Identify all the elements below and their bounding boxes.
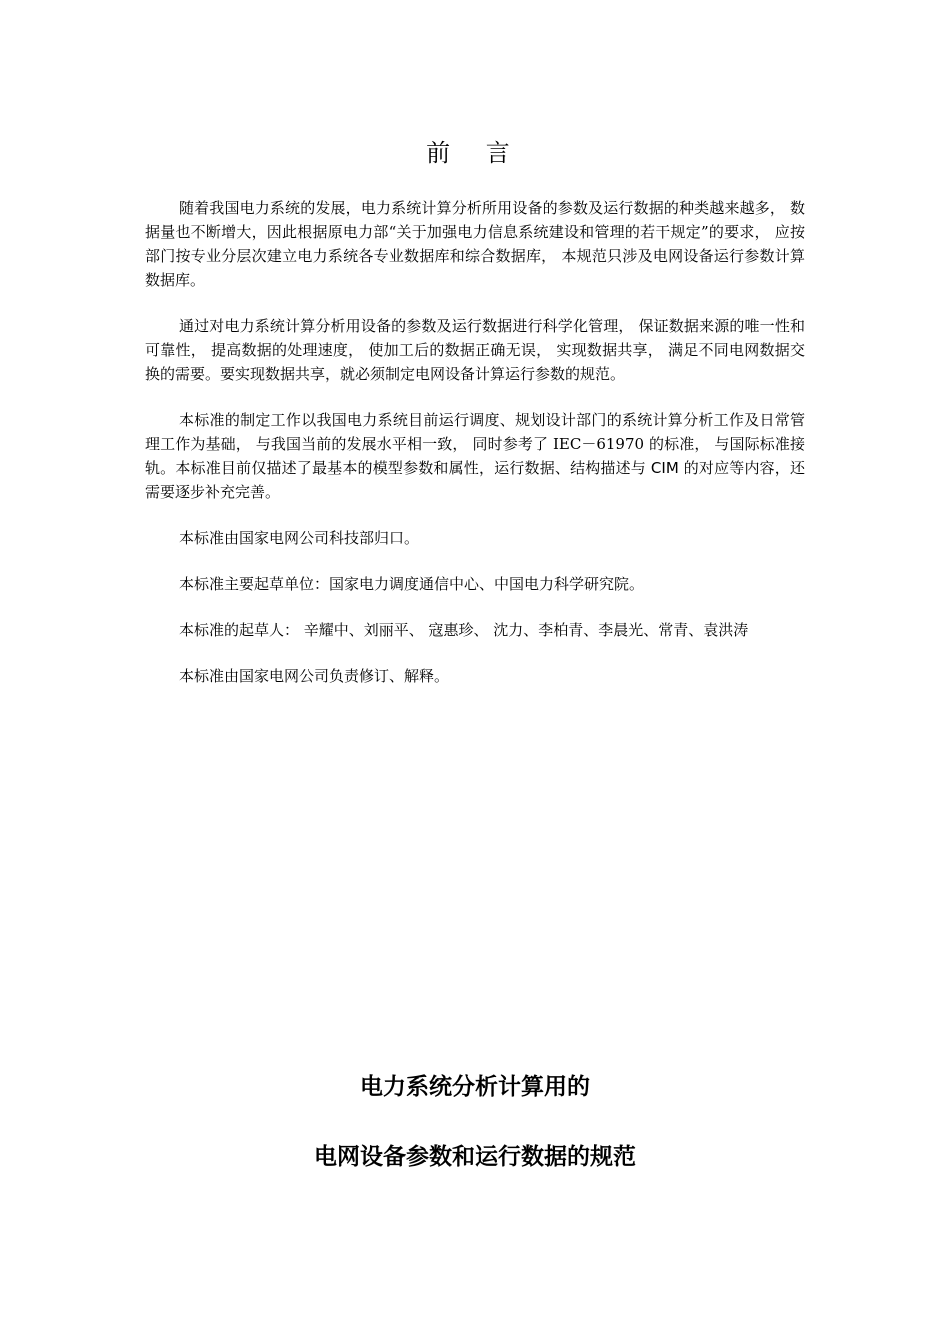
- standard-title-line-2: 电网设备参数和运行数据的规范: [314, 1144, 636, 1170]
- paragraph-4: 本标准由国家电网公司科技部归口。: [179, 529, 420, 547]
- paragraph-7: 本标准由国家电网公司负责修订、解释。: [179, 667, 450, 685]
- standard-title-line-1: 电力系统分析计算用的: [360, 1074, 590, 1100]
- paragraph-5: 本标准主要起草单位：国家电力调度通信中心、中国电力科学研究院。: [179, 575, 645, 593]
- paragraph-3: [145, 408, 805, 504]
- paragraph-3-text-b: 的对应等内容，还需要逐步补充完善。: [145, 459, 805, 501]
- preface-body: [145, 196, 805, 710]
- paragraph-3-text-a: 本标准的制定工作以我国电力系统目前运行调度、规划设计部门的系统计算分析工作及日常管理工作为基础， 与我国当前的发展水平相一致， 同时参考了 IEC－61970 的标准， 与国际标准接轨。本标准目前仅描述了最基本的模型参数和属性，运行数据、结构描述与: [145, 411, 805, 477]
- cim-term: CIM: [650, 459, 679, 477]
- preface-title: 前 言: [426, 139, 524, 167]
- paragraph-6: 本标准的起草人： 辛耀中、刘丽平、 寇惠珍、 沈力、李柏青、李晨光、常青、袁洪涛: [179, 621, 749, 639]
- paragraph-2: 通过对电力系统计算分析用设备的参数及运行数据进行科学化管理， 保证数据来源的唯一性和可靠性， 提高数据的处理速度， 使加工后的数据正确无误， 实现数据共享， 满足不同电网数据交换的需要。要实现数据共享，就必须制定电网设备计算运行参数的规范。: [145, 317, 805, 383]
- paragraph-1: 随着我国电力系统的发展，电力系统计算分析所用设备的参数及运行数据的种类越来越多， 数据量也不断增大，因此根据原电力部“关于加强电力信息系统建设和管理的若干规定”的要求， 应按部门按专业分层次建立电力系统各专业数据库和综合数据库， 本规范只涉及电网设备运行参数计算数据库。: [145, 199, 805, 289]
